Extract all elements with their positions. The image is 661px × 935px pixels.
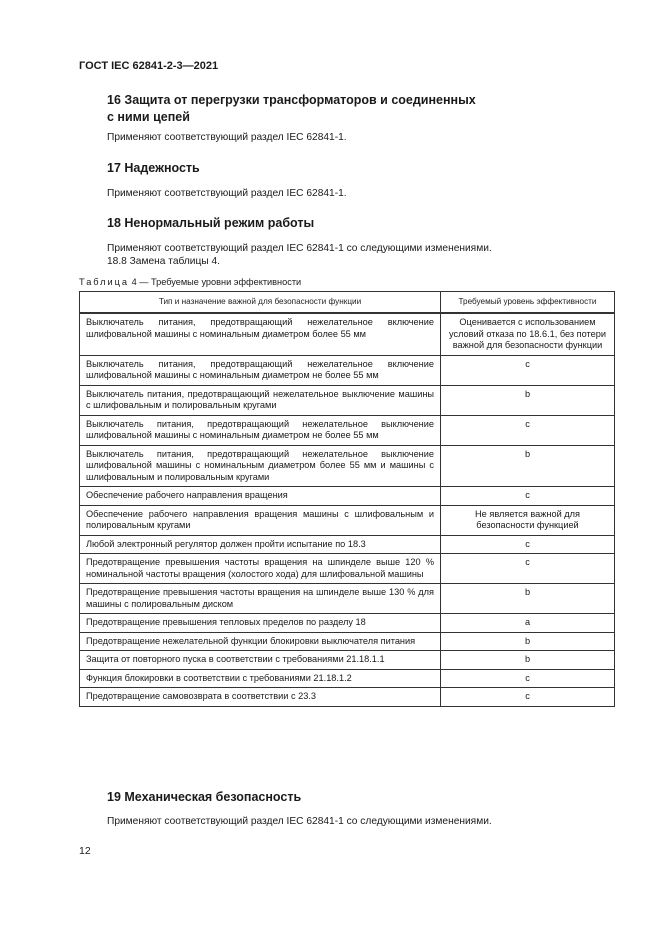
section-18-body: Применяют соответствующий раздел IEC 62841-1 со следующими изменениями. bbox=[107, 243, 492, 254]
section-17-body: Применяют соответствующий раздел IEC 62841-1. bbox=[107, 188, 347, 199]
table-caption-text: 4 — Требуемые уровни эффективности bbox=[129, 277, 302, 287]
function-cell: Предотвращение превышения частоты вращения на шпинделе выше 120 % номинальной частоты вращения (холостого хода) для шлифовальной машины bbox=[80, 554, 441, 584]
table-row bbox=[80, 313, 615, 355]
section-16-body: Применяют соответствующий раздел IEC 62841-1. bbox=[107, 132, 347, 143]
function-cell: Выключатель питания, предотвращающий нежелательное включение шлифовальной машины с номинальным диаметром не более 55 мм bbox=[80, 355, 441, 385]
function-cell: Предотвращение превышения тепловых пределов по разделу 18 bbox=[80, 614, 441, 633]
table-row bbox=[80, 688, 615, 707]
level-cell: b bbox=[441, 651, 615, 670]
level-cell: Оценивается с использованием условий отказа по 18.6.1, без потери важной для безопасности функции bbox=[441, 313, 615, 355]
table-row bbox=[80, 669, 615, 688]
document-code: ГОСТ IEC 62841-2-3—2021 bbox=[79, 60, 219, 72]
table-row bbox=[80, 614, 615, 633]
section-18-title: 18 Ненормальный режим работы bbox=[107, 216, 315, 230]
level-cell: a bbox=[441, 614, 615, 633]
table-caption-prefix: Таблица bbox=[79, 277, 130, 287]
table-caption bbox=[79, 277, 301, 287]
table-body bbox=[80, 313, 615, 706]
function-cell: Обеспечение рабочего направления вращения bbox=[80, 487, 441, 506]
table-row bbox=[80, 385, 615, 415]
level-cell: c bbox=[441, 355, 615, 385]
table-header-row bbox=[80, 292, 615, 314]
function-cell: Предотвращение нежелательной функции блокировки выключателя питания bbox=[80, 632, 441, 651]
level-cell: b bbox=[441, 385, 615, 415]
table-row bbox=[80, 632, 615, 651]
table-header-level: Требуемый уровень эффективности bbox=[441, 292, 615, 314]
function-cell: Защита от повторного пуска в соответствии с требованиями 21.18.1.1 bbox=[80, 651, 441, 670]
table-header-function: Тип и назначение важной для безопасности функции bbox=[80, 292, 441, 314]
level-cell: b bbox=[441, 632, 615, 651]
function-cell: Предотвращение самовозврата в соответствии с 23.3 bbox=[80, 688, 441, 707]
efficiency-table bbox=[79, 291, 615, 707]
section-19-title: 19 Механическая безопасность bbox=[107, 790, 302, 804]
level-cell: c bbox=[441, 688, 615, 707]
level-cell: c bbox=[441, 487, 615, 506]
function-cell: Выключатель питания, предотвращающий нежелательное выключение машины с шлифовальным и полировальным кругами bbox=[80, 385, 441, 415]
level-cell: Не является важной для безопасности функцией bbox=[441, 505, 615, 535]
level-cell: c bbox=[441, 554, 615, 584]
table-row bbox=[80, 355, 615, 385]
section-19-body: Применяют соответствующий раздел IEC 62841-1 со следующими изменениями. bbox=[107, 816, 492, 827]
function-cell: Выключатель питания, предотвращающий нежелательное выключение шлифовальной машины с номинальным диаметром не более 55 мм bbox=[80, 415, 441, 445]
table-row bbox=[80, 554, 615, 584]
level-cell: c bbox=[441, 669, 615, 688]
page-number: 12 bbox=[79, 845, 91, 857]
table-row bbox=[80, 445, 615, 487]
section-16-title-line1: 16 Защита от перегрузки трансформаторов и соединенных bbox=[107, 93, 476, 107]
table-row bbox=[80, 487, 615, 506]
function-cell: Предотвращение превышения частоты вращения на шпинделе выше 130 % для машины с полировальным диском bbox=[80, 584, 441, 614]
level-cell: b bbox=[441, 445, 615, 487]
section-18-body2: 18.8 Замена таблицы 4. bbox=[107, 256, 220, 267]
function-cell: Выключатель питания, предотвращающий нежелательное выключение шлифовальной машины с номинальным диаметром более 55 мм и машины с шлифовальным и полировальным кругами bbox=[80, 445, 441, 487]
table-row bbox=[80, 651, 615, 670]
level-cell: c bbox=[441, 535, 615, 554]
function-cell: Обеспечение рабочего направления вращения машины с шлифовальным и полировальным кругами bbox=[80, 505, 441, 535]
level-cell: c bbox=[441, 415, 615, 445]
level-cell: b bbox=[441, 584, 615, 614]
function-cell: Функция блокировки в соответствии с требованиями 21.18.1.2 bbox=[80, 669, 441, 688]
function-cell: Любой электронный регулятор должен пройти испытание по 18.3 bbox=[80, 535, 441, 554]
section-16-title bbox=[107, 92, 476, 126]
table-row bbox=[80, 535, 615, 554]
table-row bbox=[80, 505, 615, 535]
function-cell: Выключатель питания, предотвращающий нежелательное включение шлифовальной машины с номинальным диаметром более 55 мм bbox=[80, 313, 441, 355]
table-row bbox=[80, 415, 615, 445]
table-row bbox=[80, 584, 615, 614]
section-17-title: 17 Надежность bbox=[107, 161, 200, 175]
section-16-title-line2: с ними цепей bbox=[107, 110, 190, 124]
